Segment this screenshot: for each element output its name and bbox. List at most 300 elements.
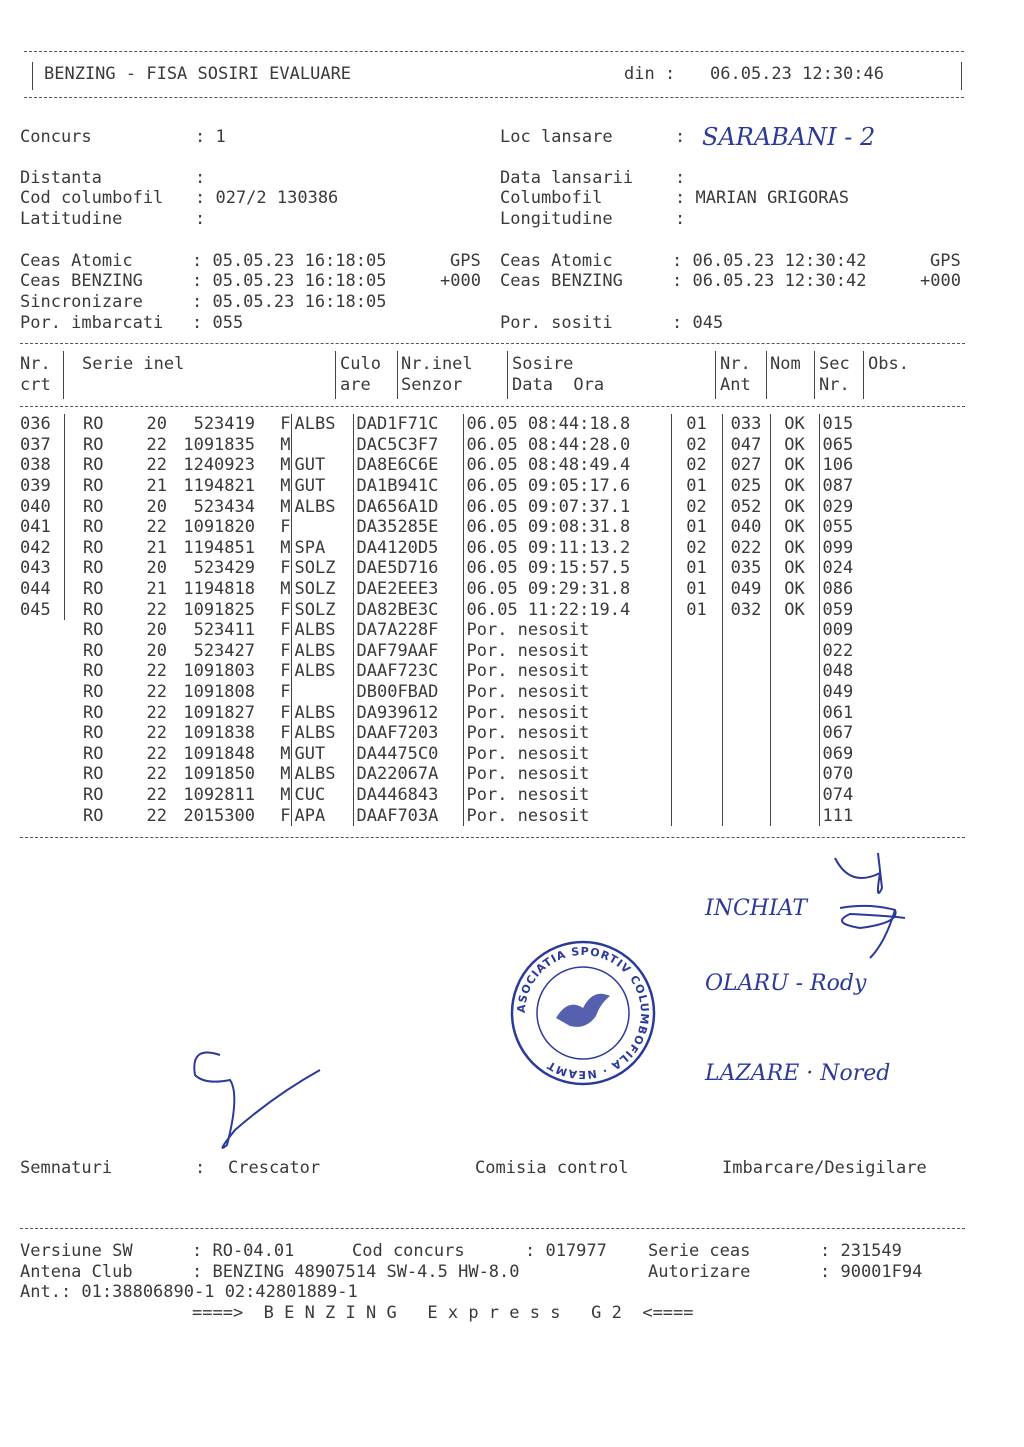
header-bottom-rule bbox=[24, 97, 964, 98]
right-clock-suffix: GPS bbox=[930, 251, 961, 271]
dove-icon bbox=[556, 994, 610, 1027]
table-row bbox=[20, 435, 879, 456]
header-left-bar bbox=[32, 62, 33, 90]
row-ring: 523434 bbox=[193, 496, 255, 517]
row-nr: 045 bbox=[20, 599, 64, 620]
row-arrival: 06.05 09:29:31.8 bbox=[463, 579, 671, 600]
row-year: 22 bbox=[146, 764, 167, 785]
row-sec: OK bbox=[770, 435, 819, 456]
table-row bbox=[20, 702, 879, 723]
row-antenna: 01 bbox=[671, 579, 722, 600]
row-year: 22 bbox=[146, 455, 167, 476]
row-ring: 1194821 bbox=[183, 476, 255, 497]
row-color: SOLZ bbox=[291, 579, 353, 600]
row-country: RO bbox=[83, 517, 104, 538]
row-arrival: 06.05 09:15:57.5 bbox=[463, 558, 671, 579]
col-divider bbox=[397, 351, 398, 399]
club-stamp bbox=[508, 938, 658, 1088]
comisia-label: Comisia control bbox=[475, 1158, 629, 1178]
row-nom: 047 bbox=[722, 435, 770, 456]
row-obs: 015 bbox=[819, 414, 879, 435]
cod-concurs-label: Cod concurs bbox=[352, 1241, 465, 1261]
row-arrival: Por. nesosit bbox=[463, 641, 671, 662]
row-sex: M bbox=[280, 434, 291, 455]
row-arrival: Por. nesosit bbox=[463, 785, 671, 806]
header-ant: Ant bbox=[720, 375, 751, 395]
row-arrival: 06.05 08:48:49.4 bbox=[463, 455, 671, 476]
row-ring: 1194818 bbox=[183, 579, 255, 600]
row-sex: M bbox=[280, 743, 291, 764]
row-sec bbox=[770, 620, 819, 641]
row-sex: M bbox=[280, 476, 291, 497]
header-data-ora: Data Ora bbox=[512, 375, 605, 395]
row-sec: OK bbox=[770, 414, 819, 435]
row-sec: OK bbox=[770, 496, 819, 517]
row-sec bbox=[770, 682, 819, 703]
row-color: ALBS bbox=[291, 661, 353, 682]
latitudine-label: Latitudine bbox=[20, 209, 123, 229]
col-divider bbox=[863, 351, 864, 399]
cod-concurs-value: : 017977 bbox=[525, 1241, 607, 1261]
row-sex: F bbox=[280, 620, 291, 641]
right-clock-label: Ceas BENZING bbox=[500, 271, 623, 291]
row-nom: 032 bbox=[722, 599, 770, 620]
antena-label: Antena Club bbox=[20, 1262, 133, 1282]
table-row bbox=[20, 414, 879, 435]
table-row bbox=[20, 764, 879, 785]
header-obs: Obs. bbox=[868, 354, 909, 374]
row-arrival: 06.05 09:05:17.6 bbox=[463, 476, 671, 497]
row-sex: F bbox=[280, 682, 291, 703]
serie-ceas-value: : 231549 bbox=[820, 1241, 902, 1261]
row-sex: M bbox=[280, 496, 291, 517]
row-antenna bbox=[671, 620, 722, 641]
row-obs: 055 bbox=[819, 517, 879, 538]
row-nom: 027 bbox=[722, 455, 770, 476]
row-country: RO bbox=[83, 434, 104, 455]
row-sensor: DA82BE3C bbox=[353, 599, 463, 620]
row-antenna bbox=[671, 785, 722, 806]
row-color bbox=[291, 435, 353, 456]
sincronizare-label: Sincronizare bbox=[20, 292, 143, 312]
row-nr: 043 bbox=[20, 558, 64, 579]
table-row bbox=[20, 723, 879, 744]
row-obs: 086 bbox=[819, 579, 879, 600]
row-arrival: Por. nesosit bbox=[463, 744, 671, 765]
express-banner: ====> B E N Z I N G E x p r e s s G 2 <==== bbox=[192, 1303, 694, 1323]
row-nom bbox=[722, 744, 770, 765]
row-sex: F bbox=[280, 702, 291, 723]
versiune-value: : RO-04.01 bbox=[192, 1241, 295, 1261]
row-color: CUC bbox=[291, 785, 353, 806]
row-country: RO bbox=[83, 537, 104, 558]
distanta-label: Distanta bbox=[20, 168, 102, 188]
row-sensor: DAF79AAF bbox=[353, 641, 463, 662]
row-nr: 038 bbox=[20, 455, 64, 476]
row-color: ALBS bbox=[291, 641, 353, 662]
row-ring: 1091825 bbox=[183, 599, 255, 620]
row-nr: 040 bbox=[20, 496, 64, 517]
row-antenna: 01 bbox=[671, 476, 722, 497]
row-ring: 1091820 bbox=[183, 517, 255, 538]
row-nom: 052 bbox=[722, 496, 770, 517]
row-obs: 059 bbox=[819, 599, 879, 620]
autorizare-value: : 90001F94 bbox=[820, 1262, 923, 1282]
row-color: SOLZ bbox=[291, 558, 353, 579]
row-year: 22 bbox=[146, 434, 167, 455]
row-antenna: 02 bbox=[671, 496, 722, 517]
row-country: RO bbox=[83, 805, 104, 826]
row-ring: 1091827 bbox=[183, 702, 255, 723]
col-divider bbox=[766, 351, 767, 399]
row-obs: 065 bbox=[819, 435, 879, 456]
table-row bbox=[20, 476, 879, 497]
din-label: din : bbox=[624, 64, 676, 84]
handwritten-olaru: OLARU - Rody bbox=[705, 971, 867, 996]
imbarcati-value: : 055 bbox=[192, 313, 244, 333]
header-nr: Nr. bbox=[20, 354, 51, 374]
right-clock-value: : 06.05.23 12:30:42 bbox=[672, 271, 867, 291]
header-sosire: Sosire bbox=[512, 354, 574, 374]
row-sensor: DAAF703A bbox=[353, 805, 463, 826]
row-obs: 106 bbox=[819, 455, 879, 476]
row-sensor: DA35285E bbox=[353, 517, 463, 538]
row-year: 22 bbox=[146, 784, 167, 805]
row-year: 20 bbox=[146, 640, 167, 661]
row-obs: 111 bbox=[819, 805, 879, 826]
row-sensor: DAD1F71C bbox=[353, 414, 463, 435]
row-sec bbox=[770, 785, 819, 806]
row-nr bbox=[20, 702, 64, 723]
header-right-bar bbox=[961, 62, 962, 90]
row-country: RO bbox=[83, 455, 104, 476]
autorizare-label: Autorizare bbox=[648, 1262, 751, 1282]
row-nr bbox=[20, 641, 64, 662]
table-row bbox=[20, 641, 879, 662]
handwritten-lazare: LAZARE · Nored bbox=[705, 1061, 891, 1086]
row-nr: 042 bbox=[20, 538, 64, 559]
footer-rule bbox=[20, 1228, 965, 1229]
col-divider bbox=[335, 351, 336, 399]
row-sec bbox=[770, 661, 819, 682]
table-row bbox=[20, 517, 879, 538]
row-sec bbox=[770, 744, 819, 765]
row-color bbox=[291, 682, 353, 703]
row-nom bbox=[722, 661, 770, 682]
row-sex: F bbox=[280, 599, 291, 620]
table-row bbox=[20, 785, 879, 806]
row-sensor: DA22067A bbox=[353, 764, 463, 785]
row-ring: 523429 bbox=[193, 558, 255, 579]
row-ring: 1091838 bbox=[183, 723, 255, 744]
header-are: are bbox=[340, 375, 371, 395]
columbofil-value: : MARIAN GRIGORAS bbox=[675, 188, 849, 208]
row-country: RO bbox=[83, 414, 104, 435]
row-nr bbox=[20, 723, 64, 744]
cod-columbofil-label: Cod columbofil bbox=[20, 188, 164, 208]
row-nr bbox=[20, 764, 64, 785]
row-country: RO bbox=[83, 784, 104, 805]
row-sec: OK bbox=[770, 538, 819, 559]
row-year: 20 bbox=[146, 558, 167, 579]
row-country: RO bbox=[83, 558, 104, 579]
handwritten-inchiat: INCHIAT bbox=[705, 896, 808, 921]
row-antenna: 02 bbox=[671, 455, 722, 476]
row-color: ALBS bbox=[291, 496, 353, 517]
header-nr-ant: Nr. bbox=[720, 354, 751, 374]
row-obs: 024 bbox=[819, 558, 879, 579]
row-arrival: 06.05 09:07:37.1 bbox=[463, 496, 671, 517]
table-row bbox=[20, 744, 879, 765]
row-nom: 022 bbox=[722, 538, 770, 559]
row-ring: 1091835 bbox=[183, 434, 255, 455]
row-sec: OK bbox=[770, 599, 819, 620]
row-year: 20 bbox=[146, 620, 167, 641]
row-arrival: Por. nesosit bbox=[463, 764, 671, 785]
row-country: RO bbox=[83, 476, 104, 497]
row-antenna bbox=[671, 682, 722, 703]
col-divider bbox=[814, 351, 815, 399]
header-sec-nr: Nr. bbox=[819, 375, 850, 395]
row-arrival: 06.05 11:22:19.4 bbox=[463, 599, 671, 620]
row-sec: OK bbox=[770, 558, 819, 579]
row-nom bbox=[722, 764, 770, 785]
antena-value: : BENZING 48907514 SW-4.5 HW-8.0 bbox=[192, 1262, 520, 1282]
row-antenna bbox=[671, 661, 722, 682]
row-year: 22 bbox=[146, 702, 167, 723]
table-row bbox=[20, 682, 879, 703]
row-obs: 070 bbox=[819, 764, 879, 785]
row-country: RO bbox=[83, 496, 104, 517]
row-sensor: DAC5C3F7 bbox=[353, 435, 463, 456]
row-arrival: Por. nesosit bbox=[463, 723, 671, 744]
row-color: ALBS bbox=[291, 702, 353, 723]
row-antenna: 01 bbox=[671, 599, 722, 620]
row-obs: 087 bbox=[819, 476, 879, 497]
row-antenna: 01 bbox=[671, 414, 722, 435]
row-sensor: DA939612 bbox=[353, 702, 463, 723]
row-color: ALBS bbox=[291, 620, 353, 641]
distanta-value: : bbox=[195, 168, 206, 188]
row-ring: 1240923 bbox=[183, 455, 255, 476]
left-clock-suffix: +000 bbox=[440, 271, 481, 291]
row-year: 22 bbox=[146, 661, 167, 682]
row-arrival: 06.05 08:44:28.0 bbox=[463, 435, 671, 456]
row-ring: 1091803 bbox=[183, 661, 255, 682]
row-year: 22 bbox=[146, 682, 167, 703]
header-nr-inel: Nr.inel bbox=[401, 354, 473, 374]
row-sec: OK bbox=[770, 476, 819, 497]
row-obs: 061 bbox=[819, 702, 879, 723]
row-nr bbox=[20, 620, 64, 641]
row-nr: 044 bbox=[20, 579, 64, 600]
table-row bbox=[20, 805, 879, 826]
row-color: ALBS bbox=[291, 764, 353, 785]
row-ring: 1091808 bbox=[183, 682, 255, 703]
row-arrival: Por. nesosit bbox=[463, 682, 671, 703]
sositi-label: Por. sositi bbox=[500, 313, 613, 333]
row-year: 21 bbox=[146, 537, 167, 558]
concurs-value: : 1 bbox=[195, 127, 226, 147]
row-country: RO bbox=[83, 764, 104, 785]
row-nom: 033 bbox=[722, 414, 770, 435]
row-color: ALBS bbox=[291, 723, 353, 744]
left-clock-value: : 05.05.23 16:18:05 bbox=[192, 271, 387, 291]
semnaturi-label: Semnaturi bbox=[20, 1158, 113, 1178]
row-sensor: DAE5D716 bbox=[353, 558, 463, 579]
table-header-top-rule bbox=[20, 343, 965, 344]
table-row bbox=[20, 538, 879, 559]
data-lansarii-label: Data lansarii bbox=[500, 168, 634, 188]
row-sec bbox=[770, 723, 819, 744]
row-sec: OK bbox=[770, 517, 819, 538]
row-country: RO bbox=[83, 579, 104, 600]
row-color: GUT bbox=[291, 744, 353, 765]
table-row bbox=[20, 455, 879, 476]
col-divider bbox=[63, 351, 64, 399]
row-ring: 1091848 bbox=[183, 743, 255, 764]
right-clock-suffix: +000 bbox=[920, 271, 961, 291]
row-ring: 1194851 bbox=[183, 537, 255, 558]
row-arrival: 06.05 08:44:18.8 bbox=[463, 414, 671, 435]
row-color: GUT bbox=[291, 476, 353, 497]
row-antenna bbox=[671, 723, 722, 744]
row-sex: F bbox=[280, 517, 291, 538]
row-ring: 2015300 bbox=[183, 805, 255, 826]
row-sensor: DA7A228F bbox=[353, 620, 463, 641]
row-sensor: DA4120D5 bbox=[353, 538, 463, 559]
row-sensor: DAAF7203 bbox=[353, 723, 463, 744]
ant-line: Ant.: 01:38806890-1 02:42801889-1 bbox=[20, 1282, 358, 1302]
row-sensor: DB00FBAD bbox=[353, 682, 463, 703]
sositi-value: : 045 bbox=[672, 313, 724, 333]
row-nr: 041 bbox=[20, 517, 64, 538]
row-nom bbox=[722, 620, 770, 641]
row-year: 22 bbox=[146, 599, 167, 620]
right-clock-value: : 06.05.23 12:30:42 bbox=[672, 251, 867, 271]
row-obs: 029 bbox=[819, 496, 879, 517]
row-sec bbox=[770, 805, 819, 826]
table-header-bottom-rule bbox=[20, 406, 965, 407]
row-sex: F bbox=[280, 661, 291, 682]
loc-lansare-handwritten: SARABANI - 2 bbox=[702, 123, 876, 151]
concurs-label: Concurs bbox=[20, 127, 92, 147]
row-sex: F bbox=[280, 640, 291, 661]
row-obs: 049 bbox=[819, 682, 879, 703]
header-sec: Sec bbox=[819, 354, 850, 374]
row-arrival: Por. nesosit bbox=[463, 620, 671, 641]
loc-lansare-colon: : bbox=[675, 127, 686, 147]
row-country: RO bbox=[83, 599, 104, 620]
row-nr: 039 bbox=[20, 476, 64, 497]
row-sex: F bbox=[280, 805, 291, 826]
row-year: 22 bbox=[146, 723, 167, 744]
header-nom: Nom bbox=[770, 354, 801, 374]
row-sec bbox=[770, 702, 819, 723]
semnaturi-colon: : bbox=[195, 1158, 206, 1178]
row-country: RO bbox=[83, 702, 104, 723]
row-nom: 040 bbox=[722, 517, 770, 538]
row-sec: OK bbox=[770, 579, 819, 600]
row-country: RO bbox=[83, 682, 104, 703]
row-nr bbox=[20, 744, 64, 765]
row-country: RO bbox=[83, 723, 104, 744]
table-row bbox=[20, 496, 879, 517]
row-obs: 067 bbox=[819, 723, 879, 744]
row-sex: F bbox=[280, 558, 291, 579]
row-antenna bbox=[671, 641, 722, 662]
row-ring: 523411 bbox=[193, 620, 255, 641]
row-ring: 1092811 bbox=[183, 784, 255, 805]
row-nr: 036 bbox=[20, 414, 64, 435]
imbarcati-label: Por. imbarcati bbox=[20, 313, 164, 333]
versiune-label: Versiune SW bbox=[20, 1241, 133, 1261]
table-bottom-rule bbox=[20, 837, 965, 838]
table-row bbox=[20, 579, 879, 600]
row-arrival: Por. nesosit bbox=[463, 702, 671, 723]
row-nom bbox=[722, 805, 770, 826]
row-sensor: DA656A1D bbox=[353, 496, 463, 517]
longitudine-label: Longitudine bbox=[500, 209, 613, 229]
row-sensor: DAE2EEE3 bbox=[353, 579, 463, 600]
row-nom bbox=[722, 682, 770, 703]
imbarcare-label: Imbarcare/Desigilare bbox=[722, 1158, 927, 1178]
table-row bbox=[20, 558, 879, 579]
row-color: ALBS bbox=[291, 414, 353, 435]
crescator-label: Crescator bbox=[228, 1158, 321, 1178]
row-nr bbox=[20, 805, 64, 826]
header-senzor: Senzor bbox=[401, 375, 463, 395]
row-sex: M bbox=[280, 764, 291, 785]
row-year: 20 bbox=[146, 496, 167, 517]
header-culo: Culo bbox=[340, 354, 381, 374]
row-nr bbox=[20, 682, 64, 703]
loc-lansare-label: Loc lansare bbox=[500, 127, 613, 147]
row-ring: 523427 bbox=[193, 640, 255, 661]
row-nom bbox=[722, 641, 770, 662]
row-obs: 074 bbox=[819, 785, 879, 806]
row-obs: 009 bbox=[819, 620, 879, 641]
row-nr bbox=[20, 785, 64, 806]
header-top-rule bbox=[24, 51, 964, 52]
row-sex: M bbox=[280, 455, 291, 476]
row-color: APA bbox=[291, 805, 353, 826]
row-color: SOLZ bbox=[291, 599, 353, 620]
row-nom bbox=[722, 723, 770, 744]
row-sex: M bbox=[280, 784, 291, 805]
row-sex: M bbox=[280, 537, 291, 558]
row-year: 20 bbox=[146, 414, 167, 435]
left-clock-suffix: GPS bbox=[450, 251, 481, 271]
row-ring: 1091850 bbox=[183, 764, 255, 785]
col-divider bbox=[507, 351, 508, 399]
row-nr: 037 bbox=[20, 435, 64, 456]
row-obs: 022 bbox=[819, 641, 879, 662]
row-sex: F bbox=[280, 414, 291, 435]
row-color: GUT bbox=[291, 455, 353, 476]
data-lansarii-value: : bbox=[675, 168, 686, 188]
row-sensor: DAAF723C bbox=[353, 661, 463, 682]
left-clock-value: : 05.05.23 16:18:05 bbox=[192, 251, 387, 271]
row-sec: OK bbox=[770, 455, 819, 476]
table-row bbox=[20, 620, 879, 641]
row-nom: 049 bbox=[722, 579, 770, 600]
stamp-text: ASOCIATIA SPORTIV COLUMBOFILA · NEAMT bbox=[514, 944, 652, 1082]
inchiat-signature-icon bbox=[810, 848, 930, 968]
row-antenna: 01 bbox=[671, 558, 722, 579]
row-arrival: Por. nesosit bbox=[463, 661, 671, 682]
row-arrival: Por. nesosit bbox=[463, 805, 671, 826]
